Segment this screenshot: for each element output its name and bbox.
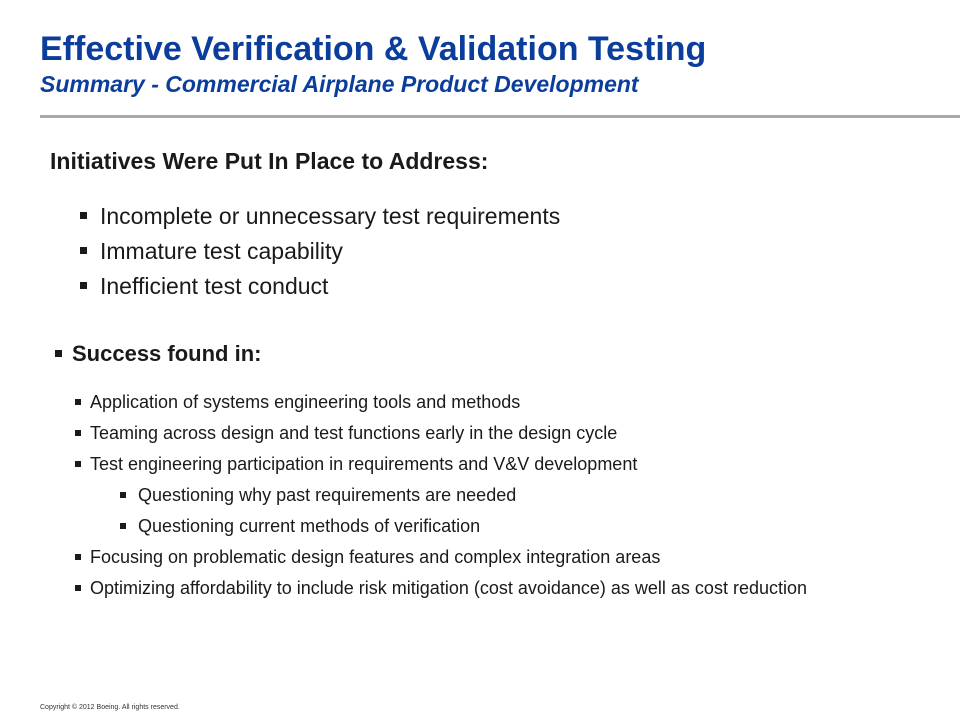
- success-list: [75, 391, 915, 608]
- square-bullet-icon: [55, 350, 62, 357]
- list-item: [80, 234, 560, 269]
- list-item: [80, 269, 560, 304]
- list-item: [80, 199, 560, 234]
- list-item: [75, 453, 915, 476]
- list-item: [75, 422, 915, 445]
- success-heading-row: [55, 340, 261, 368]
- sub-list-item: [75, 515, 915, 538]
- square-bullet-icon: [75, 585, 81, 591]
- initiatives-heading: Initiatives Were Put In Place to Address:: [50, 148, 489, 174]
- list-item: [75, 546, 915, 569]
- square-bullet-icon: [75, 554, 81, 560]
- list-item-text: Inefficient test conduct: [100, 273, 329, 299]
- square-bullet-icon: [80, 212, 87, 219]
- list-item-text: Application of systems engineering tools and methods: [90, 392, 521, 412]
- list-item-text: Incomplete or unnecessary test requirements: [100, 203, 561, 229]
- sub-list-item: [75, 484, 915, 507]
- square-bullet-icon: [80, 247, 87, 254]
- square-bullet-icon: [80, 282, 87, 289]
- slide-title: Effective Verification & Validation Testing: [40, 30, 707, 68]
- list-item-text: Questioning current methods of verification: [138, 516, 481, 536]
- list-item-text: Optimizing affordability to include risk mitigation (cost avoidance) as well as cost reduction: [90, 578, 807, 598]
- list-item-text: Test engineering participation in requirements and V&V development: [90, 454, 638, 474]
- success-heading: Success found in:: [72, 341, 262, 366]
- list-item-text: Focusing on problematic design features and complex integration areas: [90, 547, 661, 567]
- list-item-text: Teaming across design and test functions early in the design cycle: [90, 423, 618, 443]
- list-item-text: Questioning why past requirements are needed: [138, 485, 517, 505]
- square-bullet-icon: [75, 399, 81, 405]
- initiatives-list: [80, 199, 560, 304]
- square-bullet-icon: [120, 492, 126, 498]
- copyright-notice: Copyright © 2012 Boeing. All rights reserved.: [40, 704, 180, 711]
- square-bullet-icon: [75, 430, 81, 436]
- slide-subtitle: Summary - Commercial Airplane Product Development: [40, 71, 639, 97]
- list-item-text: Immature test capability: [100, 238, 343, 264]
- title-divider: [40, 115, 960, 118]
- list-item: [75, 577, 915, 600]
- list-item: [75, 391, 915, 414]
- square-bullet-icon: [120, 523, 126, 529]
- square-bullet-icon: [75, 461, 81, 467]
